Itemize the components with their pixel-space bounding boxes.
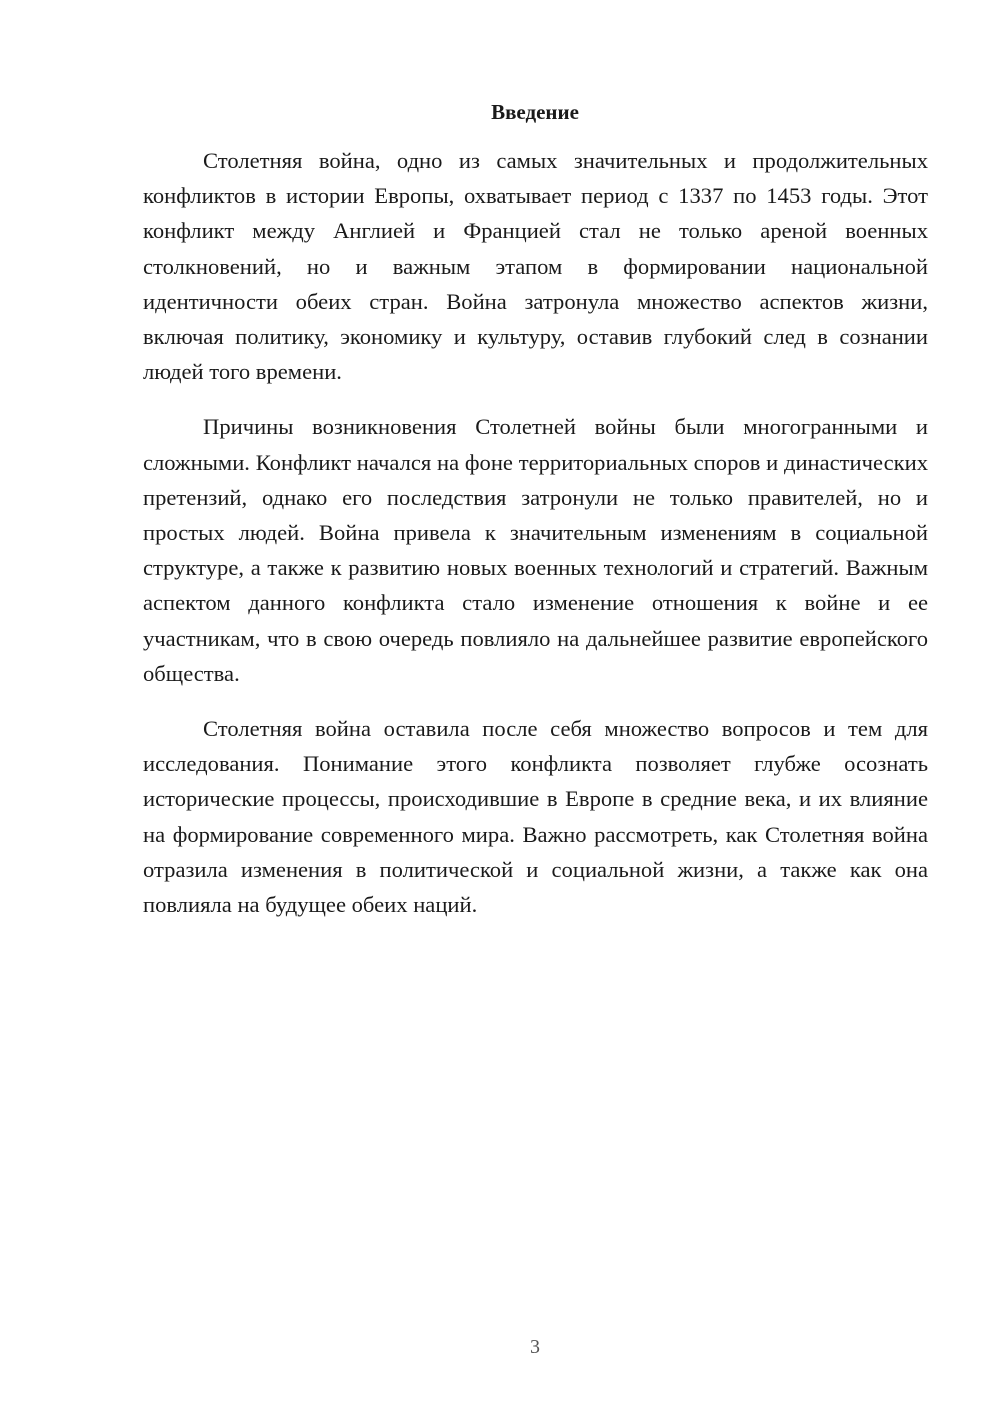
page-number: 3 [530,1336,540,1358]
paragraph-3: Столетняя война оставила после себя множество вопросов и тем для исследования. Понимание этого конфликта позволяет глубже осознать исторические процессы, происходившие в Европе в средние века, и их влияние на формирование современного мира. Важно рассмотреть, как Столетняя война отразила изменения в политической и социальной жизни, а также как она повлияла на будущее обеих наций. [143,716,928,918]
section-title: Введение [491,100,579,124]
body-text [143,143,928,942]
paragraph-2: Причины возникновения Столетней войны были многогранными и сложными. Конфликт начался на фоне территориальных споров и династических претензий, однако его последствия затронули не только правителей, но и простых людей. Война привела к значительным изменениям в социальной структуре, а также к развитию новых военных технологий и стратегий. Важным аспектом данного конфликта стало изменение отношения к войне и ее участникам, что в свою очередь повлияло на дальнейшее развитие европейского общества. [143,414,928,686]
paragraph-1: Столетняя война, одно из самых значительных и продолжительных конфликтов в истории Европы, охватывает период с 1337 по 1453 годы. Этот конфликт между Англией и Францией стал не только ареной военных столкновений, но и важным этапом в формировании национальной идентичности обеих стран. Война затронула множество аспектов жизни, включая политику, экономику и культуру, оставив глубокий след в сознании людей того времени. [143,148,928,385]
